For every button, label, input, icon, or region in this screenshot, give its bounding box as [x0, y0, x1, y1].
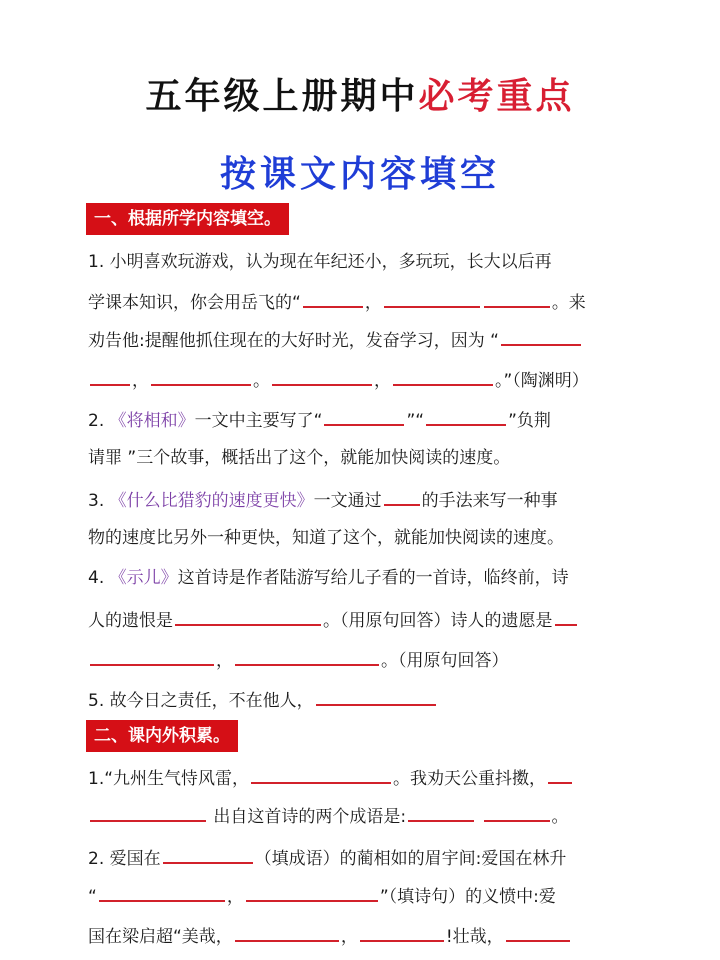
q1-line-4	[88, 366, 648, 393]
blank[interactable]	[175, 606, 321, 626]
blank[interactable]	[484, 288, 550, 308]
blank[interactable]	[235, 646, 379, 666]
s2-q2-text-c3: !壮哉，	[445, 927, 504, 947]
blank[interactable]	[548, 764, 572, 784]
title-black-part: 五年级上册期中	[145, 76, 419, 117]
blank[interactable]	[484, 802, 550, 822]
q2-line-1	[88, 406, 648, 433]
blank[interactable]	[90, 802, 206, 822]
q1-text-d3: ，	[374, 371, 391, 391]
q2-number: 2.	[88, 411, 110, 431]
blank[interactable]	[151, 366, 251, 386]
q1-text-b2: ，	[364, 293, 382, 313]
blank[interactable]	[90, 366, 130, 386]
q4-text-c1: ，	[216, 651, 233, 671]
s2-q1-text-a2: 。我劝天公重抖擞，	[393, 769, 547, 789]
q4-book-title: 《示儿》	[109, 568, 178, 588]
s2-q1-line-1	[88, 764, 648, 791]
blank[interactable]	[316, 686, 436, 706]
s2-q2-line-1	[88, 844, 648, 871]
q3-number: 3.	[88, 491, 110, 511]
section-heading-2: 二、课内外积累。	[86, 720, 238, 752]
q3-book-title: 《什么比猎豹的速度更快》	[109, 491, 314, 511]
q3-text-a2: 的手法来写一种事	[421, 491, 558, 511]
q4-line-1	[88, 566, 648, 590]
blank[interactable]	[235, 922, 339, 942]
q4-line-2	[88, 606, 648, 633]
section-heading-1: 一、根据所学内容填空。	[86, 203, 289, 235]
s2-q2-text-c2: ，	[340, 927, 358, 947]
s2-q2-text-a2: （填成语）的蔺相如的眉宇间:爱国在林升	[254, 849, 567, 869]
q1-text-a: 1. 小明喜欢玩游戏，认为现在年纪还小，多玩玩，长大以后再	[88, 252, 552, 272]
s2-q2-text-c1: 国在梁启超“美哉，	[88, 927, 233, 947]
q5-text: 5. 故今日之责任，不在他人，	[88, 691, 314, 711]
q5-line	[88, 686, 648, 713]
q4-text-c2: 。（用原句回答）	[381, 651, 509, 671]
blank[interactable]	[272, 366, 372, 386]
blank[interactable]	[246, 882, 378, 902]
blank[interactable]	[360, 922, 444, 942]
q4-text-b1: 人的遗恨是	[88, 611, 173, 631]
blank[interactable]	[506, 922, 570, 942]
s2-q2-text-b3: ”（填诗句）的义愤中:爱	[379, 887, 556, 907]
blank[interactable]	[408, 802, 474, 822]
s2-q2-text-b1: “	[88, 887, 97, 907]
s2-q1-text-a1: 1.“九州生气恃风雷，	[88, 769, 250, 789]
s2-q2-line-3	[88, 922, 648, 949]
q1-line-1	[88, 250, 648, 274]
q3-text-a: 一文通过	[313, 491, 382, 511]
q1-text-c1: 劝告他:提醒他抓住现在的大好时光，发奋学习，因为 “	[88, 331, 499, 351]
blank[interactable]	[426, 406, 506, 426]
q3-line-1	[88, 486, 648, 513]
blank[interactable]	[501, 326, 581, 346]
q2-text-a: 一文中主要写了“	[194, 411, 323, 431]
q2-line-2	[88, 446, 648, 470]
q1-text-b3: 。来	[551, 293, 586, 313]
s2-q2-text-b2: ，	[226, 887, 244, 907]
s2-q1-text-b1: 出自这首诗的两个成语是:	[213, 807, 407, 827]
q1-text-d4: 。”（陶渊明）	[495, 371, 589, 391]
blank[interactable]	[90, 646, 214, 666]
page-subtitle: 按课文内容填空	[219, 154, 500, 195]
blank[interactable]	[384, 288, 480, 308]
blank[interactable]	[99, 882, 225, 902]
q3-text-b: 物的速度比另外一种更快，知道了这个，就能加快阅读的速度。	[88, 528, 564, 548]
blank[interactable]	[303, 288, 363, 308]
q1-text-d1: ，	[132, 371, 149, 391]
q2-book-title: 《将相和》	[109, 411, 195, 431]
blank[interactable]	[555, 606, 577, 626]
q4-number: 4.	[88, 568, 110, 588]
page-title	[0, 68, 720, 119]
blank[interactable]	[324, 406, 404, 426]
q2-text-a2: ”“	[406, 411, 425, 431]
q2-text-b: 请罪 ”三个故事，概括出了这个，就能加快阅读的速度。	[88, 448, 511, 468]
title-red-part: 必考重点	[418, 76, 575, 117]
q3-line-2	[88, 526, 648, 550]
s2-q1-text-b2: 。	[551, 807, 569, 827]
blank[interactable]	[384, 486, 420, 506]
blank[interactable]	[251, 764, 391, 784]
blank[interactable]	[163, 844, 253, 864]
q4-text-b2: 。（用原句回答）诗人的遗愿是	[323, 611, 553, 631]
blank[interactable]	[393, 366, 493, 386]
q1-text-d2: 。	[253, 371, 270, 391]
q2-text-a3: ”负荆	[508, 411, 551, 431]
s2-q1-line-2	[88, 802, 648, 829]
q1-line-3	[88, 326, 648, 353]
q1-line-2	[88, 288, 648, 315]
q1-text-b1: 学课本知识，你会用岳飞的“	[88, 293, 301, 313]
q4-text-a: 这首诗是作者陆游写给儿子看的一首诗，临终前，诗	[177, 568, 569, 588]
s2-q2-line-2	[88, 882, 648, 909]
s2-q2-text-a1: 2. 爱国在	[88, 849, 161, 869]
q4-line-3	[88, 646, 648, 673]
